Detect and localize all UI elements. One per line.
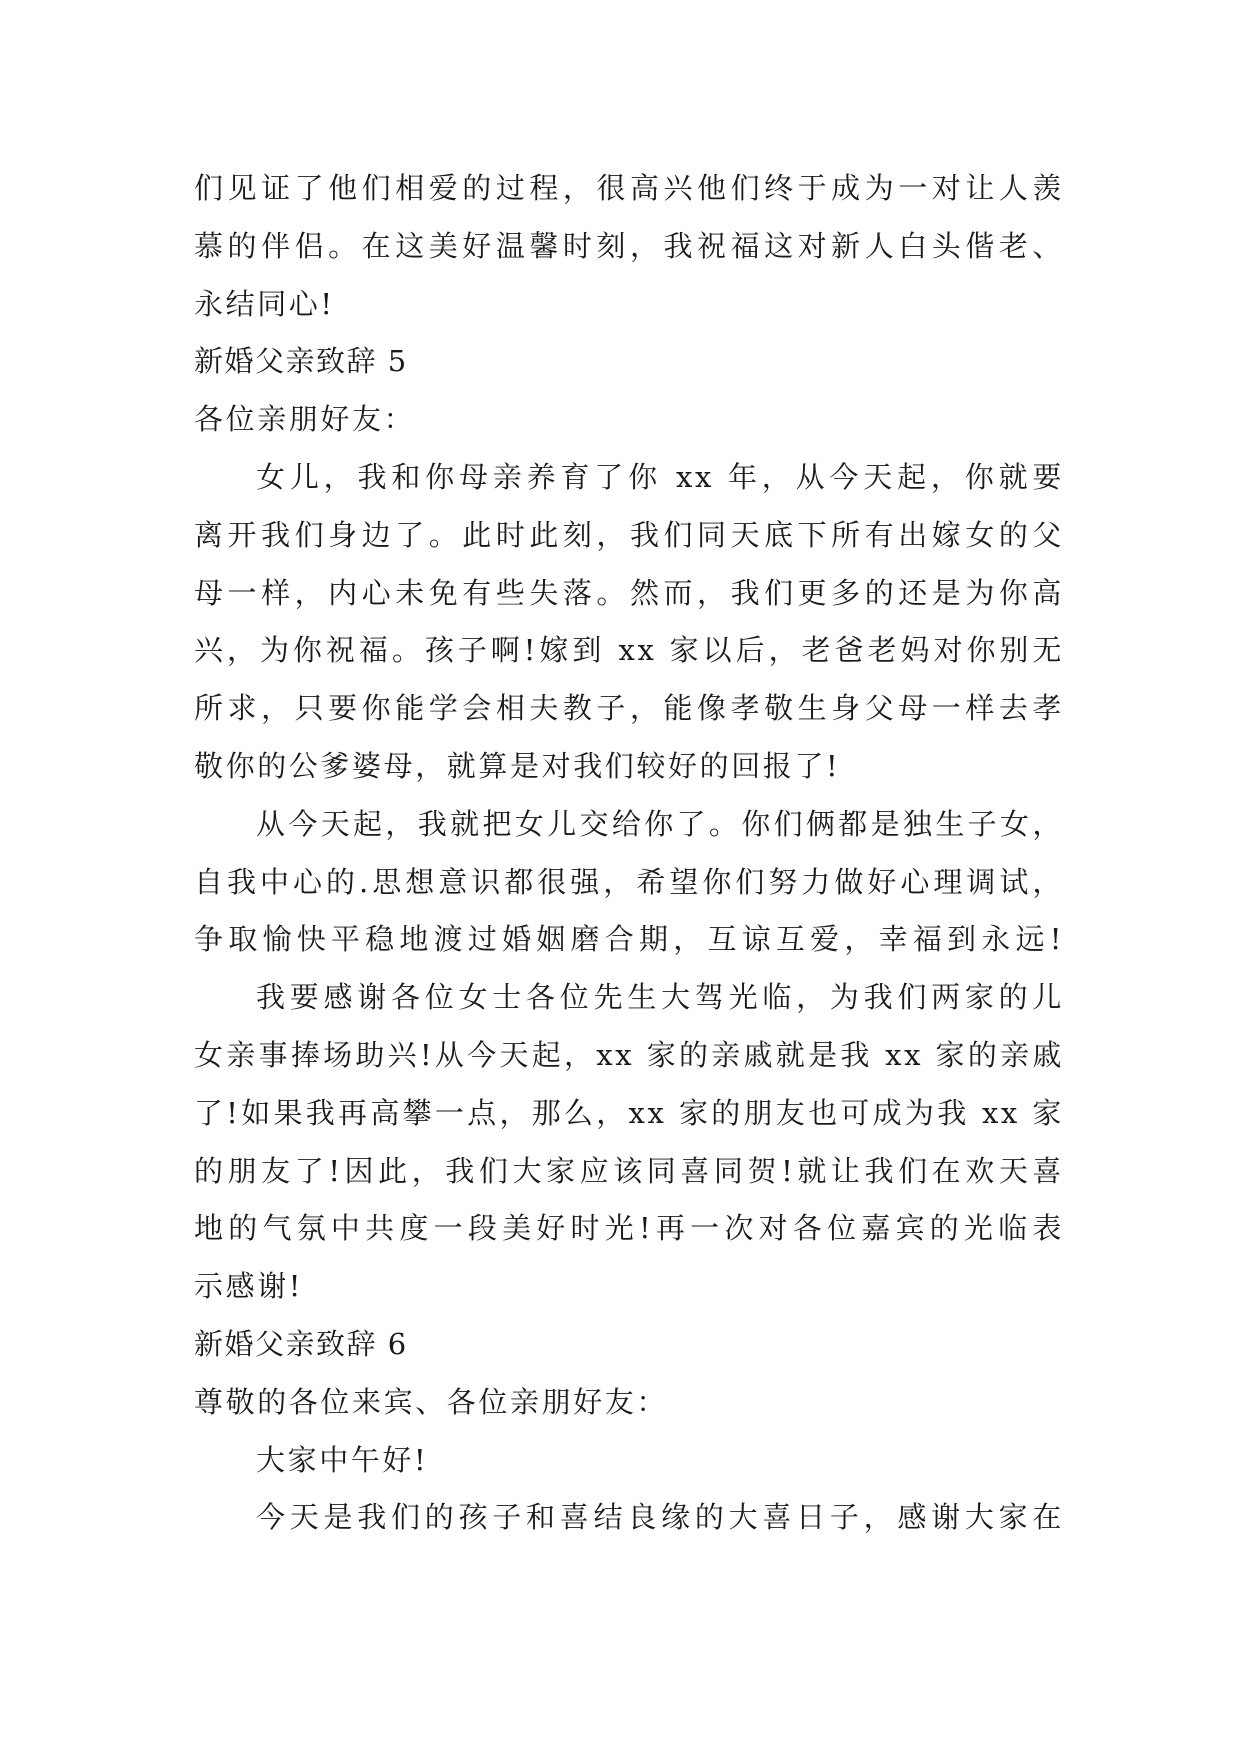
text-line: 大家中午好! <box>256 1442 429 1477</box>
text-line: 永结同心! <box>194 286 335 321</box>
section-heading: 新婚父亲致辞 6 <box>194 1326 408 1361</box>
text-line: 争取愉快平稳地渡过婚姻磨合期，互谅互爱，幸福到永远! <box>194 922 1064 957</box>
text-line: 慕的伴侣。在这美好温馨时刻，我祝福这对新人白头偕老、 <box>194 228 1064 263</box>
text-line: 自我中心的.思想意识都很强，希望你们努力做好心理调试， <box>194 864 1064 899</box>
document-body <box>194 160 1064 1547</box>
text-line: 了!如果我再高攀一点，那么，xx 家的朋友也可成为我 xx 家 <box>194 1095 1064 1130</box>
text-line: 女儿，我和你母亲养育了你 xx 年，从今天起，你就要 <box>256 459 1064 494</box>
section-heading: 新婚父亲致辞 5 <box>194 344 408 379</box>
text-line: 的朋友了!因此，我们大家应该同喜同贺!就让我们在欢天喜 <box>194 1153 1064 1188</box>
text-line: 地的气氛中共度一段美好时光!再一次对各位嘉宾的光临表 <box>194 1211 1064 1246</box>
text-line: 今天是我们的孩子和喜结良缘的大喜日子，感谢大家在 <box>256 1500 1064 1535</box>
text-line: 我要感谢各位女士各位先生大驾光临，为我们两家的儿 <box>256 980 1064 1015</box>
text-line: 们见证了他们相爱的过程，很高兴他们终于成为一对让人羡 <box>194 171 1064 205</box>
text-line: 兴，为你祝福。孩子啊!嫁到 xx 家以后，老爸老妈对你别无 <box>194 633 1064 668</box>
text-line: 离开我们身边了。此时此刻，我们同天底下所有出嫁女的父 <box>194 517 1064 552</box>
text-line: 母一样，内心未免有些失落。然而，我们更多的还是为你高 <box>194 575 1064 610</box>
text-line: 女亲事捧场助兴!从今天起，xx 家的亲戚就是我 xx 家的亲戚 <box>194 1037 1064 1072</box>
text-line: 尊敬的各位来宾、各位亲朋好友： <box>194 1384 669 1419</box>
text-line: 各位亲朋好友： <box>194 402 416 437</box>
text-line: 敬你的公爹婆母，就算是对我们较好的回报了! <box>194 748 841 783</box>
text-line: 所求，只要你能学会相夫教子，能像孝敬生身父母一样去孝 <box>194 691 1064 726</box>
text-line: 示感谢! <box>194 1269 304 1304</box>
text-line: 从今天起，我就把女儿交给你了。你们俩都是独生子女， <box>256 806 1064 841</box>
